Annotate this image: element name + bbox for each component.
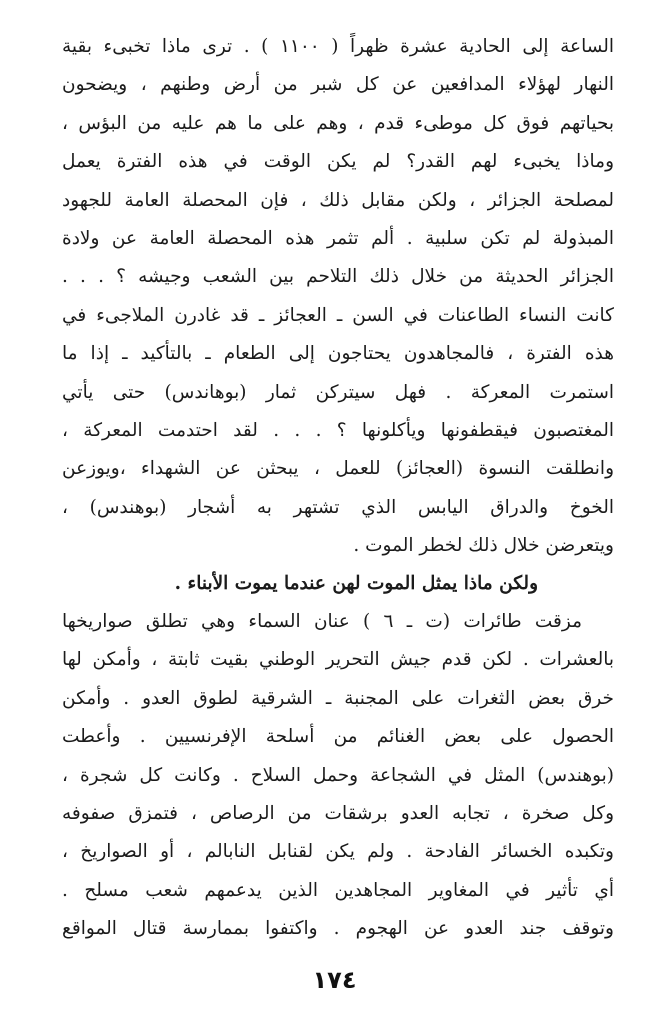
text-line: وتكبده الخسائر الفادحة . ولم يكن لقنابل النابالم ، أو الصواريخ ، — [62, 841, 614, 863]
page-number: ١٧٤ — [312, 966, 357, 994]
text-line: الجزائر الحديثة من خلال ذلك التلاحم بين الشعب وجيشه ؟ . . . — [62, 266, 614, 288]
text-line: (بوهندس) المثل في الشجاعة وحمل السلاح . وكانت كل شجرة ، — [62, 764, 614, 786]
text-line: لمصلحة الجزائر ، ولكن مقابل ذلك ، فإن المحصلة العامة للجهود — [62, 189, 614, 211]
text-line: بحياتهم فوق كل موطىء قدم ، وهم على ما هم عليه من البؤس ، — [62, 112, 614, 134]
text-line: الحصول على بعض الغنائم من أسلحة الإفرنسيين . وأعطت — [62, 726, 614, 748]
text-line: خرق بعض الثغرات على المجنبة ـ الشرقية لطوق العدو . وأمكن — [62, 687, 614, 709]
text-line: ويتعرضن خلال ذلك لخطر الموت . — [353, 535, 614, 557]
text-line: وانطلقت النسوة (العجائز) للعمل ، يبحثن عن الشهداء ،ويوزعن — [62, 458, 614, 480]
text-line: كانت النساء الطاعنات في السن ـ العجائز ـ قد غادرن الملاجىء في — [62, 304, 614, 326]
text-line: الخوخ والدراق اليابس الذي تشتهر به أشجار (بوهندس) ، — [62, 496, 614, 518]
paragraph-2 — [62, 603, 614, 949]
subheading: ولكن ماذا يمثل الموت لهن عندما يموت الأبناء . — [174, 573, 538, 595]
paragraph-1 — [62, 28, 614, 604]
text-line: المبذولة لم تكن سلبية . ألم تثمر هذه المحصلة العامة عن ولادة — [62, 227, 614, 249]
text-line: أي تأثير في المغاوير المجاهدين الذين يدعمهم شعب مسلح . — [62, 879, 614, 901]
text-line: بالعشرات . لكن قدم جيش التحرير الوطني بقيت ثابتة ، وأمكن لها — [62, 649, 614, 671]
text-line: استمرت المعركة . فهل سيتركن ثمار (بوهاندس) حتى يأتي — [62, 381, 614, 403]
text-line: هذه الفترة ، فالمجاهدون يحتاجون إلى الطعام ـ بالتأكيد ـ إذا ما — [62, 343, 614, 365]
text-line: المغتصبون فيقطفونها ويأكلونها ؟ . . . لقد احتدمت المعركة ، — [62, 419, 614, 441]
text-line: مزقت طائرات (ت ـ ٦ ) عنان السماء وهي تطلق صواريخها — [62, 611, 582, 632]
text-line: وكل صخرة ، تجابه العدو برشقات من الرصاص ، فتمزق صفوفه — [62, 802, 614, 824]
text-line: الساعة إلى الحادية عشرة ظهراً ( ١١٠٠ ) . ترى ماذا تخبىء بقية — [62, 36, 614, 57]
text-line: وماذا يخبىء لهم القدر؟ لم يكن الوقت في هذه الفترة يعمل — [62, 151, 614, 173]
text-line: وتوقف جند العدو عن الهجوم . واكتفوا بممارسة قتال المواقع — [62, 918, 614, 940]
text-line: النهار لهؤلاء المدافعين عن كل شبر من أرض وطنهم ، ويضحون — [62, 74, 614, 96]
